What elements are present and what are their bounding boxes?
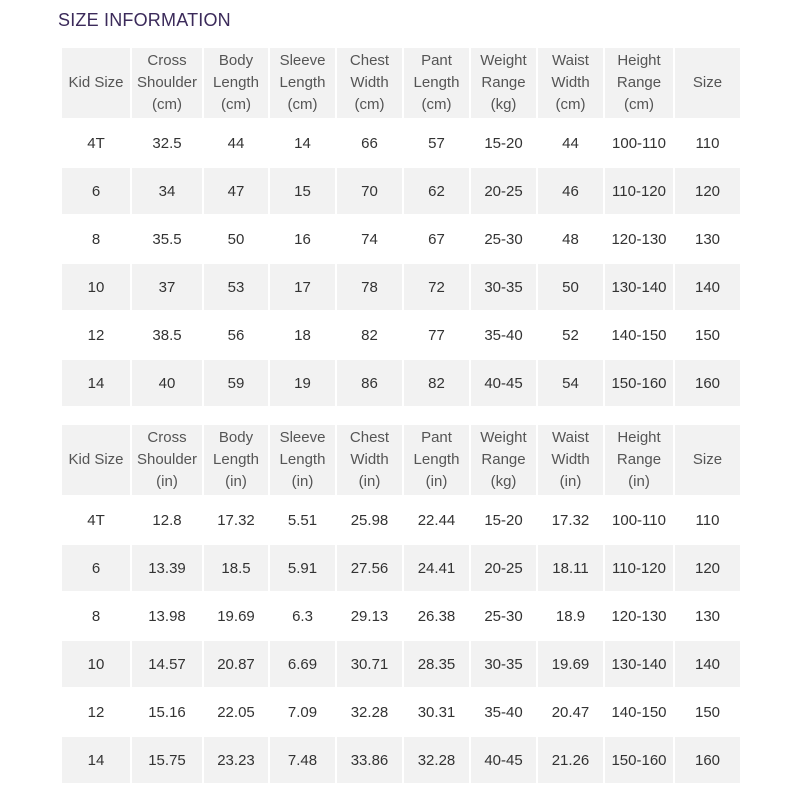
table-cell: 14 [62, 360, 130, 406]
column-header-line: Width [350, 451, 389, 468]
column-header [62, 425, 130, 495]
table-cell: 7.09 [270, 689, 335, 735]
column-header [404, 425, 469, 495]
column-header [404, 48, 469, 118]
table-cell: 18.11 [538, 545, 603, 591]
table-cell: 30.31 [404, 689, 469, 735]
table-cell: 110-120 [605, 168, 673, 214]
table-cell: 100-110 [605, 497, 673, 543]
table-row [62, 264, 740, 310]
column-header-line: Cross [147, 429, 187, 446]
table-cell: 14 [62, 737, 130, 783]
table-cell: 82 [337, 312, 402, 358]
table-cell: 20-25 [471, 168, 536, 214]
column-header-line: Kid Size [68, 74, 124, 91]
table-cell: 35.5 [132, 216, 202, 262]
table-cell: 19.69 [204, 593, 268, 639]
column-header [132, 48, 202, 118]
table-cell: 140 [675, 264, 740, 310]
table-cell: 4T [62, 120, 130, 166]
table-cell: 59 [204, 360, 268, 406]
table-cell: 130 [675, 593, 740, 639]
table-cell: 30.71 [337, 641, 402, 687]
table-cell: 74 [337, 216, 402, 262]
column-header [337, 425, 402, 495]
table-cell: 34 [132, 168, 202, 214]
table-cell: 7.48 [270, 737, 335, 783]
table-cell: 6 [62, 168, 130, 214]
table-cell: 52 [538, 312, 603, 358]
column-header [605, 425, 673, 495]
table-header-row [62, 48, 740, 118]
table-cell: 10 [62, 641, 130, 687]
table-cell: 30-35 [471, 641, 536, 687]
table-cell: 6 [62, 545, 130, 591]
column-header-line: Height [617, 429, 661, 446]
table-row [62, 737, 740, 783]
column-header-line: (cm) [555, 96, 586, 113]
column-header-line: Width [551, 74, 590, 91]
table-cell: 40 [132, 360, 202, 406]
column-header-line: Range [481, 74, 526, 91]
column-header [471, 425, 536, 495]
table-cell: 5.51 [270, 497, 335, 543]
table-cell: 35-40 [471, 689, 536, 735]
table-header-row [62, 425, 740, 495]
table-cell: 57 [404, 120, 469, 166]
column-header [204, 425, 268, 495]
table-cell: 35-40 [471, 312, 536, 358]
table-cell: 47 [204, 168, 268, 214]
table-cell: 66 [337, 120, 402, 166]
column-header-line: Sleeve [279, 52, 326, 69]
column-header-line: Length [279, 74, 326, 91]
table-cell: 25-30 [471, 216, 536, 262]
column-header-line: Length [213, 74, 259, 91]
table-cell: 20.87 [204, 641, 268, 687]
table-cell: 110 [675, 120, 740, 166]
column-header-line: Waist [552, 429, 589, 446]
table-cell: 23.23 [204, 737, 268, 783]
table-cell: 12 [62, 689, 130, 735]
column-header-line: Width [551, 451, 590, 468]
table-cell: 13.39 [132, 545, 202, 591]
column-header-line: Sleeve [279, 429, 326, 446]
column-header [675, 48, 740, 118]
table-cell: 20.47 [538, 689, 603, 735]
table-cell: 37 [132, 264, 202, 310]
table-row [62, 545, 740, 591]
column-header-line: Pant [421, 429, 452, 446]
column-header-line: (in) [559, 473, 582, 490]
table-cell: 17 [270, 264, 335, 310]
table-cell: 160 [675, 360, 740, 406]
table-cell: 22.05 [204, 689, 268, 735]
column-header [132, 425, 202, 495]
table-row [62, 641, 740, 687]
column-header-line: Cross [147, 52, 187, 69]
table-cell: 82 [404, 360, 469, 406]
table-cell: 15-20 [471, 120, 536, 166]
table-cell: 38.5 [132, 312, 202, 358]
table-cell: 17.32 [204, 497, 268, 543]
column-header-line: Range [481, 451, 526, 468]
table-cell: 40-45 [471, 737, 536, 783]
table-cell: 130 [675, 216, 740, 262]
column-header-line: Range [616, 451, 662, 468]
table-cell: 78 [337, 264, 402, 310]
size-table-cm [60, 46, 742, 408]
table-cell: 140-150 [605, 689, 673, 735]
size-table-in [60, 423, 742, 785]
column-header-line: Body [218, 429, 254, 446]
table-cell: 12.8 [132, 497, 202, 543]
table-cell: 44 [204, 120, 268, 166]
column-header-line: Length [213, 451, 259, 468]
column-header-line: Width [350, 74, 389, 91]
column-header-line: Length [413, 74, 460, 91]
table-row [62, 120, 740, 166]
table-cell: 6.3 [270, 593, 335, 639]
table-row [62, 168, 740, 214]
column-header-line: (kg) [490, 96, 517, 113]
table-cell: 62 [404, 168, 469, 214]
table-cell: 26.38 [404, 593, 469, 639]
column-header-line: Range [616, 74, 662, 91]
table-cell: 32.28 [337, 689, 402, 735]
table-cell: 22.44 [404, 497, 469, 543]
table-cell: 27.56 [337, 545, 402, 591]
table-cell: 10 [62, 264, 130, 310]
table-cell: 13.98 [132, 593, 202, 639]
table-row [62, 312, 740, 358]
column-header-line: (in) [425, 473, 448, 490]
column-header-line: (cm) [152, 96, 182, 113]
table-cell: 32.28 [404, 737, 469, 783]
table-cell: 21.26 [538, 737, 603, 783]
column-header-line: Height [617, 52, 661, 69]
column-header-line: Shoulder [136, 74, 198, 91]
column-header-line: Pant [421, 52, 452, 69]
table-cell: 6.69 [270, 641, 335, 687]
column-header-line: (in) [358, 473, 381, 490]
column-header-line: Length [279, 451, 326, 468]
table-cell: 14 [270, 120, 335, 166]
table-cell: 56 [204, 312, 268, 358]
table-cell: 120-130 [605, 593, 673, 639]
column-header-line: (kg) [490, 473, 517, 490]
table-cell: 4T [62, 497, 130, 543]
table-cell: 72 [404, 264, 469, 310]
table-cell: 140-150 [605, 312, 673, 358]
table-cell: 120 [675, 545, 740, 591]
table-cell: 50 [204, 216, 268, 262]
table-row [62, 216, 740, 262]
table-cell: 15 [270, 168, 335, 214]
table-cell: 40-45 [471, 360, 536, 406]
table-cell: 20-25 [471, 545, 536, 591]
table-cell: 44 [538, 120, 603, 166]
column-header [538, 48, 603, 118]
column-header-line: (cm) [221, 96, 251, 113]
table-cell: 15-20 [471, 497, 536, 543]
table-cell: 15.16 [132, 689, 202, 735]
table-cell: 110-120 [605, 545, 673, 591]
table-cell: 29.13 [337, 593, 402, 639]
table-cell: 19.69 [538, 641, 603, 687]
table-cell: 50 [538, 264, 603, 310]
table-cell: 19 [270, 360, 335, 406]
column-header-line: (in) [291, 473, 314, 490]
table-cell: 150-160 [605, 737, 673, 783]
column-header-line: Shoulder [136, 451, 198, 468]
column-header [605, 48, 673, 118]
table-cell: 100-110 [605, 120, 673, 166]
column-header-line: Waist [552, 52, 589, 69]
table-cell: 160 [675, 737, 740, 783]
table-row [62, 689, 740, 735]
table-cell: 140 [675, 641, 740, 687]
table-cell: 5.91 [270, 545, 335, 591]
column-header-line: Length [413, 451, 460, 468]
table-row [62, 593, 740, 639]
table-cell: 130-140 [605, 264, 673, 310]
column-header-line: Chest [349, 52, 390, 69]
table-cell: 25-30 [471, 593, 536, 639]
page-title: SIZE INFORMATION [58, 10, 231, 30]
table-cell: 28.35 [404, 641, 469, 687]
table-cell: 15.75 [132, 737, 202, 783]
table-cell: 120-130 [605, 216, 673, 262]
table-cell: 33.86 [337, 737, 402, 783]
table-cell: 150 [675, 689, 740, 735]
column-header [337, 48, 402, 118]
table-cell: 120 [675, 168, 740, 214]
table-cell: 8 [62, 593, 130, 639]
table-cell: 86 [337, 360, 402, 406]
table-cell: 18 [270, 312, 335, 358]
column-header-line: (cm) [287, 96, 318, 113]
column-header [538, 425, 603, 495]
table-cell: 110 [675, 497, 740, 543]
column-header-line: (cm) [624, 96, 654, 113]
column-header [270, 425, 335, 495]
column-header-line: Size [692, 74, 723, 91]
table-cell: 150 [675, 312, 740, 358]
table-cell: 32.5 [132, 120, 202, 166]
column-header [270, 48, 335, 118]
table-cell: 67 [404, 216, 469, 262]
table-cell: 16 [270, 216, 335, 262]
table-row [62, 360, 740, 406]
column-header-line: (in) [156, 473, 178, 490]
table-cell: 70 [337, 168, 402, 214]
column-header-line: (cm) [354, 96, 385, 113]
table-cell: 53 [204, 264, 268, 310]
column-header [471, 48, 536, 118]
column-header-line: (in) [225, 473, 247, 490]
table-cell: 46 [538, 168, 603, 214]
table-cell: 48 [538, 216, 603, 262]
table-cell: 24.41 [404, 545, 469, 591]
column-header-line: Weight [480, 52, 527, 69]
column-header-line: Size [692, 451, 723, 468]
table-row [62, 497, 740, 543]
column-header-line: Kid Size [68, 451, 124, 468]
table-cell: 12 [62, 312, 130, 358]
column-header [675, 425, 740, 495]
table-cell: 77 [404, 312, 469, 358]
column-header-line: Chest [349, 429, 390, 446]
table-cell: 8 [62, 216, 130, 262]
table-cell: 25.98 [337, 497, 402, 543]
table-cell: 150-160 [605, 360, 673, 406]
table-cell: 14.57 [132, 641, 202, 687]
table-cell: 18.9 [538, 593, 603, 639]
column-header-line: (in) [628, 473, 650, 490]
table-cell: 17.32 [538, 497, 603, 543]
column-header [62, 48, 130, 118]
table-cell: 18.5 [204, 545, 268, 591]
column-header [204, 48, 268, 118]
table-cell: 30-35 [471, 264, 536, 310]
table-cell: 54 [538, 360, 603, 406]
column-header-line: Body [218, 52, 254, 69]
column-header-line: Weight [480, 429, 527, 446]
column-header-line: (cm) [421, 96, 452, 113]
table-cell: 130-140 [605, 641, 673, 687]
